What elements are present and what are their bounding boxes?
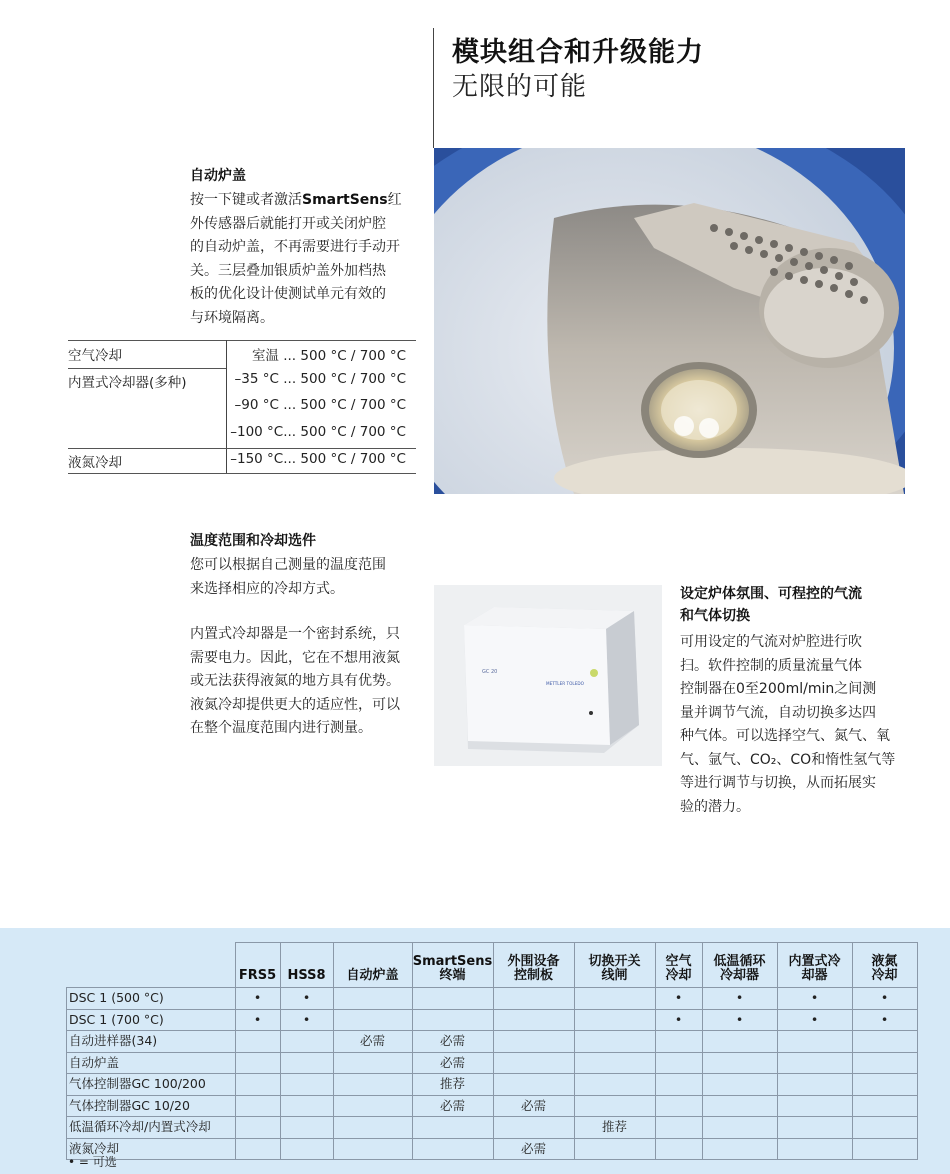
row-label: DSC 1 (700 °C) xyxy=(67,1009,236,1031)
table-cell xyxy=(574,1138,655,1160)
table-cell: 必需 xyxy=(493,1138,574,1160)
auto-lid-heading: 自动炉盖 xyxy=(190,168,246,184)
table-cell xyxy=(852,1117,917,1139)
table-cell: • xyxy=(235,1009,280,1031)
column-header: SmartSens 终端 xyxy=(412,943,493,988)
table-cell xyxy=(412,988,493,1010)
table-cell xyxy=(702,1031,777,1053)
row-label: 自动炉盖 xyxy=(67,1052,236,1074)
table-cell xyxy=(280,1117,333,1139)
table-cell xyxy=(777,1117,852,1139)
gas-controller-photo xyxy=(434,585,662,766)
column-header: 液氮 冷却 xyxy=(852,943,917,988)
cooling-row: 内置式冷却器(多种) –35 °C ... 500 °C / 700 °C xyxy=(68,371,406,391)
cooling-range-table xyxy=(68,340,416,474)
table-cell xyxy=(280,1052,333,1074)
table-cell xyxy=(493,988,574,1010)
row-label: 气体控制器GC 10/20 xyxy=(67,1095,236,1117)
table-cell xyxy=(574,1095,655,1117)
table-cell xyxy=(655,1031,702,1053)
row-label: 液氮冷却 xyxy=(67,1138,236,1160)
table-cell xyxy=(574,988,655,1010)
table-cell xyxy=(235,1117,280,1139)
row-label: DSC 1 (500 °C) xyxy=(67,988,236,1010)
table-cell xyxy=(412,1138,493,1160)
table-cell: • xyxy=(702,988,777,1010)
gas-control-text: 可用设定的气流对炉腔进行吹 扫。软件控制的质量流量气体 控制器在0至200ml/min之间测 量并调节气流，自动切换多达四 种气体。可以选择空气、氮气、氧 气、氩气、CO₂、CO和惰性氢气等 等进行调节与切换，从而拓展实 验的潜力。 xyxy=(680,634,896,815)
table-cell xyxy=(493,1074,574,1096)
table-row xyxy=(67,1074,918,1096)
table-cell xyxy=(702,1138,777,1160)
auto-lid-text: 按一下键或者激活SmartSens红 外传感器后就能打开或关闭炉腔 的自动炉盖，不再需要进行手动开 关。三层叠加银质炉盖外加档热 板的优化设计使测试单元有效的 与环境隔离。 xyxy=(190,192,402,326)
table-cell xyxy=(852,1138,917,1160)
table-cell: 必需 xyxy=(493,1095,574,1117)
table-cell: • xyxy=(280,1009,333,1031)
cooling-table-bottom-rule xyxy=(68,473,416,474)
cooling-row: –100 °C... 500 °C / 700 °C xyxy=(230,424,406,440)
table-cell xyxy=(493,1031,574,1053)
table-cell xyxy=(702,1074,777,1096)
table-cell: 必需 xyxy=(412,1095,493,1117)
table-cell xyxy=(235,1095,280,1117)
table-cell xyxy=(655,1052,702,1074)
table-cell xyxy=(412,1009,493,1031)
table-cell xyxy=(777,1095,852,1117)
cooling-row: –90 °C ... 500 °C / 700 °C xyxy=(234,397,406,413)
table-cell xyxy=(280,1138,333,1160)
table-cell xyxy=(333,1009,412,1031)
page-title: 模块组合和升级能力 xyxy=(452,37,704,68)
column-header: 空气 冷却 xyxy=(655,943,702,988)
auto-lid-section xyxy=(190,165,418,330)
row-label: 低温循环冷却/内置式冷却 xyxy=(67,1117,236,1139)
furnace-chamber-photo xyxy=(434,148,905,494)
table-row xyxy=(67,1138,918,1160)
table-cell: 必需 xyxy=(333,1031,412,1053)
table-cell xyxy=(777,1074,852,1096)
temperature-range-section xyxy=(190,530,418,741)
table-cell: • xyxy=(777,1009,852,1031)
table-cell xyxy=(280,1074,333,1096)
table-cell xyxy=(702,1117,777,1139)
table-cell xyxy=(702,1095,777,1117)
column-header: 内置式冷 却器 xyxy=(777,943,852,988)
table-cell xyxy=(574,1052,655,1074)
column-header: 低温循环 冷却器 xyxy=(702,943,777,988)
table-cell xyxy=(702,1052,777,1074)
column-header: 外围设备 控制板 xyxy=(493,943,574,988)
temperature-range-text-2: 内置式冷却器是一个密封系统，只 需要电力。因此，它在不想用液氮 或无法获得液氮的地方具有优势。 液氮冷却提供更大的适应性，可以 在整个温度范围内进行测量。 xyxy=(190,626,400,736)
compatibility-table xyxy=(66,942,918,1160)
temperature-range-heading: 温度范围和冷却选件 xyxy=(190,533,316,549)
table-cell: • xyxy=(777,988,852,1010)
table-cell: 推荐 xyxy=(574,1117,655,1139)
table-cell xyxy=(280,1031,333,1053)
page-subtitle: 无限的可能 xyxy=(452,72,588,102)
table-cell xyxy=(493,1009,574,1031)
table-cell xyxy=(777,1031,852,1053)
table-row xyxy=(67,1117,918,1139)
cooling-row: 液氮冷却 –150 °C... 500 °C / 700 °C xyxy=(68,451,406,471)
device-brand-label: METTLER TOLEDO xyxy=(546,681,584,686)
table-cell xyxy=(777,1138,852,1160)
table-cell: • xyxy=(852,1009,917,1031)
table-cell xyxy=(333,1052,412,1074)
table-cell xyxy=(493,1052,574,1074)
table-cell xyxy=(852,1074,917,1096)
table-cell xyxy=(852,1095,917,1117)
table-cell xyxy=(852,1052,917,1074)
table-legend: • = 可选 xyxy=(68,1155,117,1169)
table-cell xyxy=(412,1117,493,1139)
table-row xyxy=(67,1052,918,1074)
table-cell xyxy=(574,1009,655,1031)
table-cell: • xyxy=(235,988,280,1010)
gas-control-heading: 设定炉体氛围、可程控的气流 和气体切换 xyxy=(680,586,862,624)
column-header: 自动炉盖 xyxy=(333,943,412,988)
table-cell xyxy=(333,1074,412,1096)
table-cell xyxy=(333,1138,412,1160)
table-cell xyxy=(235,1031,280,1053)
table-cell xyxy=(777,1052,852,1074)
table-cell xyxy=(852,1031,917,1053)
header-divider-line xyxy=(433,28,434,148)
table-row xyxy=(67,1095,918,1117)
row-label: 自动进样器(34) xyxy=(67,1031,236,1053)
table-cell xyxy=(574,1074,655,1096)
table-cell xyxy=(655,1117,702,1139)
column-header: 切换开关 线闸 xyxy=(574,943,655,988)
table-cell xyxy=(493,1117,574,1139)
table-cell xyxy=(333,988,412,1010)
column-header: HSS8 xyxy=(280,943,333,988)
gas-control-section xyxy=(680,583,902,819)
table-cell: 推荐 xyxy=(412,1074,493,1096)
table-cell: • xyxy=(655,988,702,1010)
table-row xyxy=(67,1031,918,1053)
table-cell xyxy=(333,1095,412,1117)
column-header: FRS5 xyxy=(235,943,280,988)
device-model-label: GC 20 xyxy=(482,669,498,675)
smartsens-brand: SmartSens xyxy=(302,192,388,208)
table-cell xyxy=(235,1074,280,1096)
table-row xyxy=(67,1009,918,1031)
compatibility-table-panel xyxy=(0,928,950,1174)
table-cell: • xyxy=(852,988,917,1010)
table-cell: • xyxy=(655,1009,702,1031)
table-cell: 必需 xyxy=(412,1031,493,1053)
temperature-range-text-1: 您可以根据自己测量的温度范围 来选择相应的冷却方式。 xyxy=(190,557,386,597)
table-cell: 必需 xyxy=(412,1052,493,1074)
table-cell: • xyxy=(702,1009,777,1031)
table-cell: • xyxy=(280,988,333,1010)
cooling-row: 空气冷却 室温 ... 500 °C / 700 °C xyxy=(68,348,406,364)
table-cell xyxy=(655,1138,702,1160)
table-cell xyxy=(333,1117,412,1139)
table-row xyxy=(67,988,918,1010)
table-cell xyxy=(280,1095,333,1117)
table-cell xyxy=(574,1031,655,1053)
table-cell xyxy=(235,1052,280,1074)
table-cell xyxy=(655,1095,702,1117)
table-cell xyxy=(655,1074,702,1096)
table-cell xyxy=(235,1138,280,1160)
row-label: 气体控制器GC 100/200 xyxy=(67,1074,236,1096)
